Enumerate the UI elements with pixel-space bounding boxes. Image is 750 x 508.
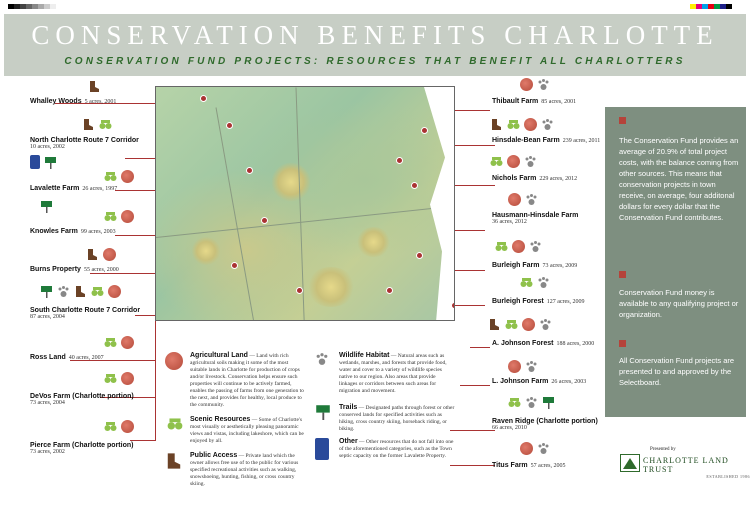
map-road [296,87,305,321]
resource-icons [508,360,538,373]
apple-icon [121,372,134,385]
paw-print-icon [539,318,552,331]
map-hill [271,162,311,202]
apple-icon [121,210,134,223]
trail-sign-icon [44,156,57,169]
info-paragraph-3: All Conservation Fund projects are presented to and approved by the Selectboard. [619,356,735,387]
project-whalley-woods: Whalley Woods 5 acres, 2001 [30,98,117,105]
boot-icon [488,318,501,331]
connector-line [125,158,155,159]
legend-public-access: Public Access — Private land which the owner allows free use of to the public for various specified recreational activities such as walking, snowshoeing, hunting, fishing, or cross country skiing. [165,452,305,488]
connector-line [455,185,495,186]
apple-icon [121,170,134,183]
binoculars-icon [165,416,185,435]
boot-icon [490,118,503,131]
land-trust-logo [620,454,640,472]
resource-icons [40,285,121,298]
apple-icon [121,420,134,433]
map-marker [296,287,303,294]
connector-line [470,347,490,348]
binoculars-icon [507,118,520,131]
boot-icon [82,118,95,131]
paw-print-icon [525,396,538,409]
bullet-square [619,271,626,278]
legend-wildlife: Wildlife Habitat — Natural areas such as wetlands, marshes, and forests that provide food, water and cover to a variety of wildlife species native to our region. Also areas that provide linkages or corridors between such areas for migration and movement. [315,352,455,395]
map-hill [191,237,221,265]
binoculars-icon [104,170,117,183]
apple-icon [108,285,121,298]
project-burleigh-farm: Burleigh Farm 73 acres, 2009 [492,262,578,269]
boot-icon [165,452,183,473]
connector-line [455,230,485,231]
resource-icons [520,276,550,289]
project-south-charlotte-route-7: South Charlotte Route 7 Corridor 87 acres, 2004 [30,307,141,320]
project-lavalette-farm: Lavalette Farm 26 acres, 1997 [30,185,118,192]
conservation-fund-info-panel [605,107,746,417]
paw-print-icon [315,352,329,369]
map-marker [226,122,233,129]
project-nichols-farm: Nichols Farm 229 acres, 2012 [492,175,578,182]
trail-sign-icon [315,404,331,423]
bullet-square [619,340,626,347]
map-hill [306,267,356,307]
resource-icons [520,78,550,91]
binoculars-icon [104,210,117,223]
connector-line [455,305,485,306]
paw-print-icon [537,276,550,289]
connector-line [115,190,155,191]
apple-icon [524,118,537,131]
bullet-square [619,117,626,124]
binoculars-icon [495,240,508,253]
binoculars-icon [99,118,112,131]
connector-line [90,273,155,274]
connector-line [450,465,495,466]
map-marker [416,252,423,259]
trail-sign-icon [542,396,555,409]
legend-scenic: Scenic Resources — Some of Charlotte's most visually or aesthetically pleasing panoramic views and vistas, including lakeshore, which can be enjoyed by all. [165,416,305,445]
legend-other: Other — Other resources that do not fall into one of the aforementioned categories, such as the Town septic capacity on the former Lavalette Property. [315,438,455,460]
project-knowles-farm: Knowles Farm 99 acres, 2003 [30,228,116,235]
info-paragraph-1: The Conservation Fund provides an average of 20.9% of total project costs, with the balance coming from other sources. This means that conservation projects in town receive, on average, four additonal dollars for every dollar that the Conservation Fund contributes. [619,136,739,222]
map-marker [231,262,238,269]
resource-icons [30,155,57,169]
project-raven-ridge: Raven Ridge (Charlotte portion) 66 acres, 2010 [492,418,598,431]
resource-icons [40,200,53,213]
map-marker [246,167,253,174]
paw-print-icon [525,360,538,373]
paw-print-icon [529,240,542,253]
resource-icons [104,210,134,223]
connector-line [115,235,155,236]
project-ross-land: Ross Land 40 acres, 2007 [30,354,104,361]
legend-trails: Trails — Designated paths through forest or other conserved lands for specified activities such as hiking, cross country skiing, horseback riding, or biking. [315,404,455,433]
resource-icons [508,396,555,409]
town-map [155,86,455,321]
paw-print-icon [524,155,537,168]
binoculars-icon [520,276,533,289]
apple-icon [520,442,533,455]
map-marker [200,95,207,102]
apple-icon [508,360,521,373]
trail-sign-icon [40,285,53,298]
resource-icons [490,155,537,168]
resource-icons [490,118,554,131]
resource-icons [520,442,550,455]
map-hill [356,227,391,257]
project-titus-farm: Titus Farm 57 acres, 2005 [492,462,566,469]
page-title: CONSERVATION BENEFITS CHARLOTTE [31,20,719,50]
binoculars-icon [91,285,104,298]
apple-icon [508,193,521,206]
apple-icon [520,78,533,91]
map-road [156,206,454,238]
building-icon [315,438,329,460]
trail-sign-icon [40,200,53,213]
project-pierce-farm: Pierce Farm (Charlotte portion) 73 acres, 2002 [30,442,134,455]
project-l-johnson-farm: L. Johnson Farm 26 acres, 2003 [492,378,587,385]
paw-print-icon [537,442,550,455]
boot-icon [88,80,101,93]
map-marker [421,127,428,134]
binoculars-icon [490,155,503,168]
presented-by-label: Presented by [650,447,676,452]
connector-line [460,385,490,386]
apple-icon [522,318,535,331]
land-trust-name: CHARLOTTE LAND TRUST ESTABLISHED 1986 [643,456,750,479]
apple-icon [121,336,134,349]
connector-line [455,145,495,146]
project-a-johnson-forest: A. Johnson Forest 188 acres, 2000 [492,340,595,347]
project-burns-property: Burns Property 55 acres, 2000 [30,266,119,273]
info-paragraph-2: Conservation Fund money is available to any qualifying project or organization. [619,288,739,319]
resource-icons [104,420,134,433]
resource-icons [82,118,112,131]
map-marker [396,157,403,164]
map-marker [411,182,418,189]
resource-icons [104,170,134,183]
legend-agricultural: Agricultural Land — Land with rich agricultural soils making it some of the most suitable lands in Charlotte for production of crops and/or livestock. Conservation helps ensure such properties will continue to be actively farmed, enables the passing of farms from one generation to the next, and provides for healthy, local produce to the community. [165,352,305,409]
lake-champlain [424,87,454,321]
connector-line [450,430,495,431]
project-burleigh-forest: Burleigh Forest 127 acres, 2009 [492,298,585,305]
apple-icon [512,240,525,253]
binoculars-icon [508,396,521,409]
connector-line [455,270,485,271]
binoculars-icon [505,318,518,331]
page-subtitle: CONSERVATION FUND PROJECTS: RESOURCES THAT BENEFIT ALL CHARLOTTERS [64,56,686,67]
connector-line [130,440,155,441]
binoculars-icon [104,336,117,349]
project-devos-farm: DeVos Farm (Charlotte portion) 73 acres, 2004 [30,393,134,406]
apple-icon [165,352,183,370]
binoculars-icon [104,420,117,433]
paw-print-icon [537,78,550,91]
color-calibration-bar-left [8,4,56,9]
resource-icons [88,80,101,93]
paw-print-icon [57,285,70,298]
resource-icons [86,248,116,261]
connector-line [455,110,490,111]
project-hausmann-hinsdale-farm: Hausmann-Hinsdale Farm 36 acres, 2012 [492,212,579,225]
connector-line [155,321,156,441]
project-hinsdale-bean-farm: Hinsdale-Bean Farm 239 acres, 2011 [492,137,601,144]
header-banner [4,14,746,76]
paw-print-icon [525,193,538,206]
project-north-charlotte-route-7: North Charlotte Route 7 Corridor 10 acres, 2002 [30,137,139,150]
resource-icons [104,372,134,385]
map-road [216,107,259,321]
apple-icon [507,155,520,168]
color-calibration-bar-right [690,4,732,9]
map-marker [386,287,393,294]
apple-icon [103,248,116,261]
resource-icons [508,193,538,206]
map-marker [261,217,268,224]
paw-print-icon [541,118,554,131]
binoculars-icon [104,372,117,385]
resource-icons [104,336,134,349]
project-thibault-farm: Thibault Farm 85 acres, 2001 [492,98,577,105]
boot-icon [74,285,87,298]
boot-icon [86,248,99,261]
resource-icons [495,240,542,253]
resource-icons [488,318,552,331]
building-icon [30,155,40,169]
